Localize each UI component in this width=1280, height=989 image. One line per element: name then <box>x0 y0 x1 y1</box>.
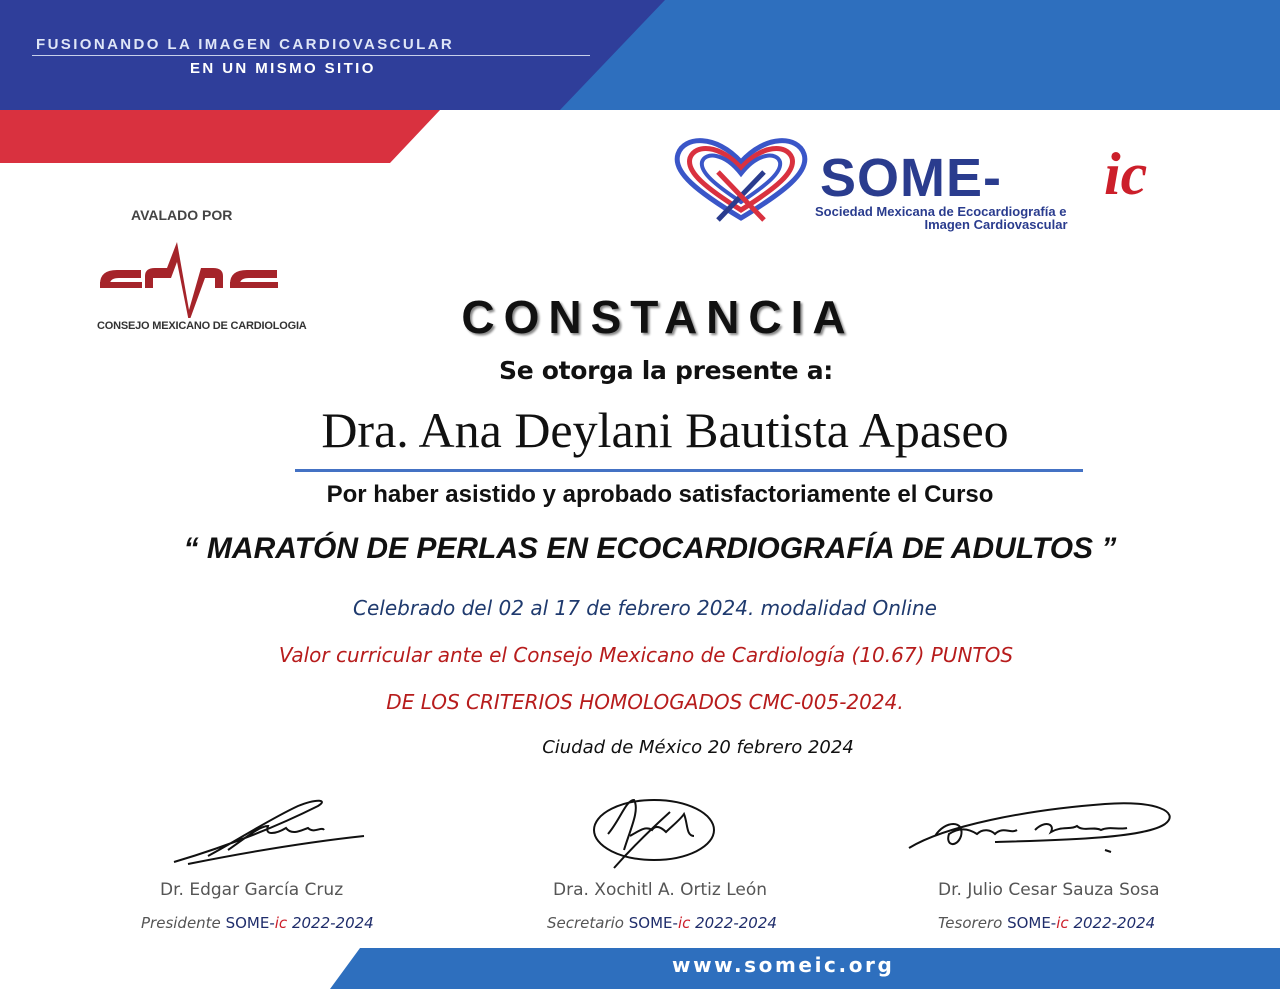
signatory-org: SOME- <box>628 914 678 932</box>
granted-to-label: Se otorga la presente a: <box>499 356 833 385</box>
signatory-role-secretary <box>547 914 777 932</box>
signatory-org: SOME- <box>225 914 275 932</box>
footer-banner <box>0 940 1280 989</box>
signatory-org-accent: ic <box>677 914 691 932</box>
curricular-value-line2: DE LOS CRITERIOS HOMOLOGADOS CMC-005-2024. <box>386 690 904 714</box>
someic-logo-subtitle-line1: Sociedad Mexicana de Ecocardiografía e <box>815 204 1067 219</box>
signatory-role-title: Secretario <box>547 914 624 932</box>
banner-tagline-divider <box>32 55 590 56</box>
signatory-role-title: Tesorero <box>938 914 1003 932</box>
cmc-caption: CONSEJO MEXICANO DE CARDIOLOGIA <box>97 320 307 332</box>
signatory-name-president: Dr. Edgar García Cruz <box>160 880 344 900</box>
curricular-value-line1: Valor curricular ante el Consejo Mexicano de Cardiología (10.67) PUNTOS <box>278 643 1014 667</box>
recipient-underline <box>295 469 1083 472</box>
endorsed-by-label: AVALADO POR <box>131 207 233 223</box>
signatory-role-treasurer <box>938 914 1155 932</box>
signatory-org: SOME- <box>1007 914 1057 932</box>
signatory-period: 2022-2024 <box>1073 914 1156 932</box>
banner-tagline-line1: FUSIONANDO LA IMAGEN CARDIOVASCULAR <box>36 36 455 53</box>
signatory-role-title: Presidente <box>141 914 221 932</box>
signature-secretary <box>590 790 720 874</box>
signatory-name-secretary: Dra. Xochitl A. Ortiz León <box>553 880 768 900</box>
signatory-name-treasurer: Dr. Julio Cesar Sauza Sosa <box>938 880 1160 900</box>
someic-logo-title: SOME- <box>820 148 1003 208</box>
course-title: “ MARATÓN DE PERLAS EN ECOCARDIOGRAFÍA DE ADULTOS ” <box>183 532 1117 565</box>
someic-logo-accent: ic <box>1104 141 1148 207</box>
attendance-reason: Por haber asistido y aprobado satisfactoriamente el Curso <box>326 481 994 508</box>
someic-heart-logo-icon <box>668 132 814 224</box>
header-banner <box>0 0 1280 170</box>
banner-red-band <box>0 110 440 163</box>
signatory-org-accent: ic <box>1056 914 1069 932</box>
someic-logo-subtitle-line2: Imagen Cardiovascular <box>924 217 1068 232</box>
signatory-role-president <box>141 914 374 932</box>
signatory-org-accent: ic <box>274 914 288 932</box>
banner-tagline-line2: EN UN MISMO SITIO <box>190 60 376 77</box>
signature-treasurer <box>905 790 1181 864</box>
place-and-date: Ciudad de México 20 febrero 2024 <box>542 737 854 758</box>
course-dates: Celebrado del 02 al 17 de febrero 2024. modalidad Online <box>353 596 937 620</box>
signatory-period: 2022-2024 <box>695 914 777 932</box>
signature-president <box>168 796 368 870</box>
website-link[interactable]: www.someic.org <box>672 953 895 977</box>
certificate-title: CONSTANCIA <box>461 291 855 343</box>
recipient-name: Dra. Ana Deylani Bautista Apaseo <box>321 402 1009 458</box>
signatory-period: 2022-2024 <box>291 914 374 932</box>
